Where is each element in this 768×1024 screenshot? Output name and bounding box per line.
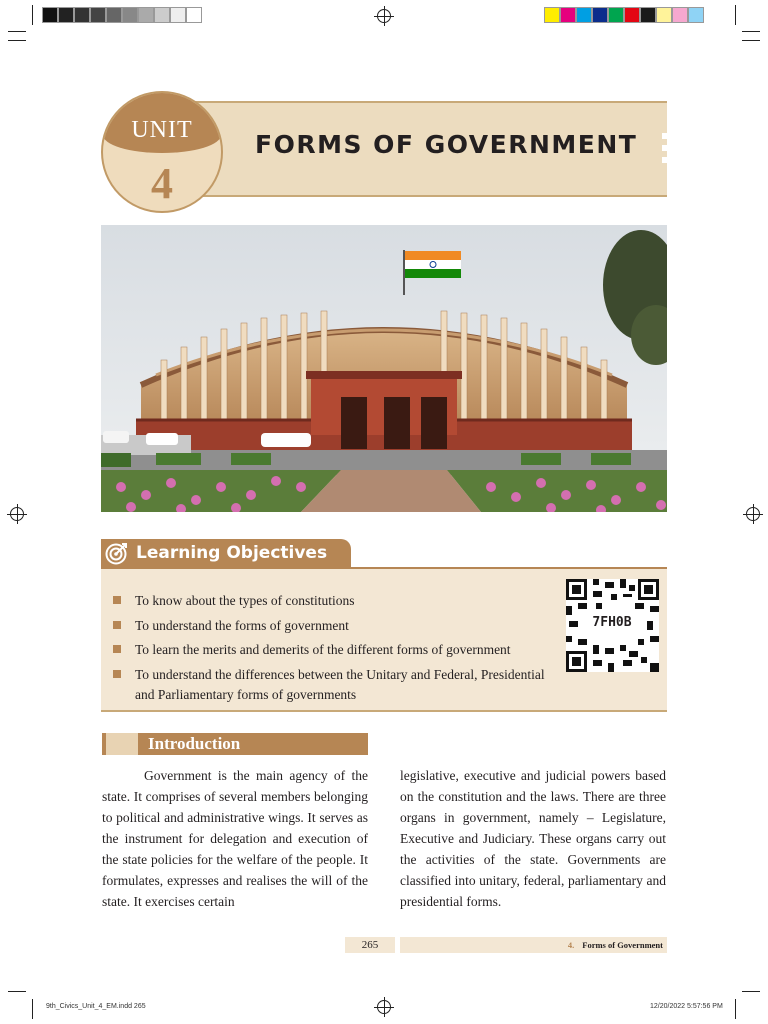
crop-mark — [8, 991, 26, 992]
crop-mark — [8, 31, 26, 32]
objective-item: To understand the differences between the Unitary and Federal, Presidential — [135, 667, 545, 682]
qr-code-label: 7FH0B — [584, 614, 640, 632]
introduction-tab-accent — [106, 733, 138, 755]
target-icon — [104, 542, 128, 566]
page-number: 265 — [345, 937, 395, 953]
learning-objectives-title: Learning Objectives — [136, 543, 328, 563]
bullet-icon — [113, 645, 121, 653]
introduction-right-column: legislative, executive and judicial powers based on the constitution and the laws. There are three organs in government, namely – Legislature, Executive and Judiciary. These organs carry out the activities of the state. Governments are classified into unitary, federal, parliamentary and presidential forms. — [400, 768, 666, 909]
registration-mark-icon — [377, 1000, 391, 1014]
bullet-icon — [113, 670, 121, 678]
unit-badge — [101, 91, 223, 213]
unit-label: UNIT — [131, 117, 193, 143]
crop-mark — [735, 5, 736, 25]
registration-mark-icon — [10, 507, 24, 521]
cmyk-color-bar — [544, 7, 704, 23]
parliament-building-photo — [101, 225, 667, 512]
introduction-left-column: Government is the main agency of the state. It comprises of several members belonging to political and administrative wings. It serves as the instrument for delegation and execution of the state policies for the welfare of the people. It formulates, expresses and realises the will of the state. It exercises certain — [102, 768, 368, 909]
grayscale-color-bar — [42, 7, 202, 23]
slug-file-info: 9th_Civics_Unit_4_EM.indd 265 — [46, 1003, 146, 1010]
crop-mark — [735, 999, 736, 1019]
chapter-title: FORMS OF GOVERNMENT — [255, 130, 638, 159]
bullet-icon — [113, 621, 121, 629]
objective-item-continued: and Parliamentary forms of governments — [135, 687, 357, 702]
objective-item: To know about the types of constitutions — [135, 593, 355, 608]
crop-mark — [32, 999, 33, 1019]
crop-mark — [742, 31, 760, 32]
chapter-number: 4. — [567, 940, 575, 950]
crop-mark — [8, 40, 26, 41]
slug-timestamp: 12/20/2022 5:57:56 PM — [650, 1003, 723, 1010]
bullet-icon — [113, 596, 121, 604]
chapter-footer-title: Forms of Government — [582, 940, 663, 950]
crop-mark — [32, 5, 33, 25]
registration-mark-icon — [746, 507, 760, 521]
objective-item: To understand the forms of government — [135, 618, 349, 633]
crop-mark — [742, 40, 760, 41]
crop-mark — [742, 991, 760, 992]
header-edge-marks — [662, 133, 670, 163]
objective-item: To learn the merits and demerits of the different forms of government — [135, 642, 511, 657]
registration-mark-icon — [377, 9, 391, 23]
introduction-title: Introduction — [148, 734, 241, 753]
unit-number: 4 — [151, 159, 173, 208]
running-footer — [400, 937, 667, 953]
